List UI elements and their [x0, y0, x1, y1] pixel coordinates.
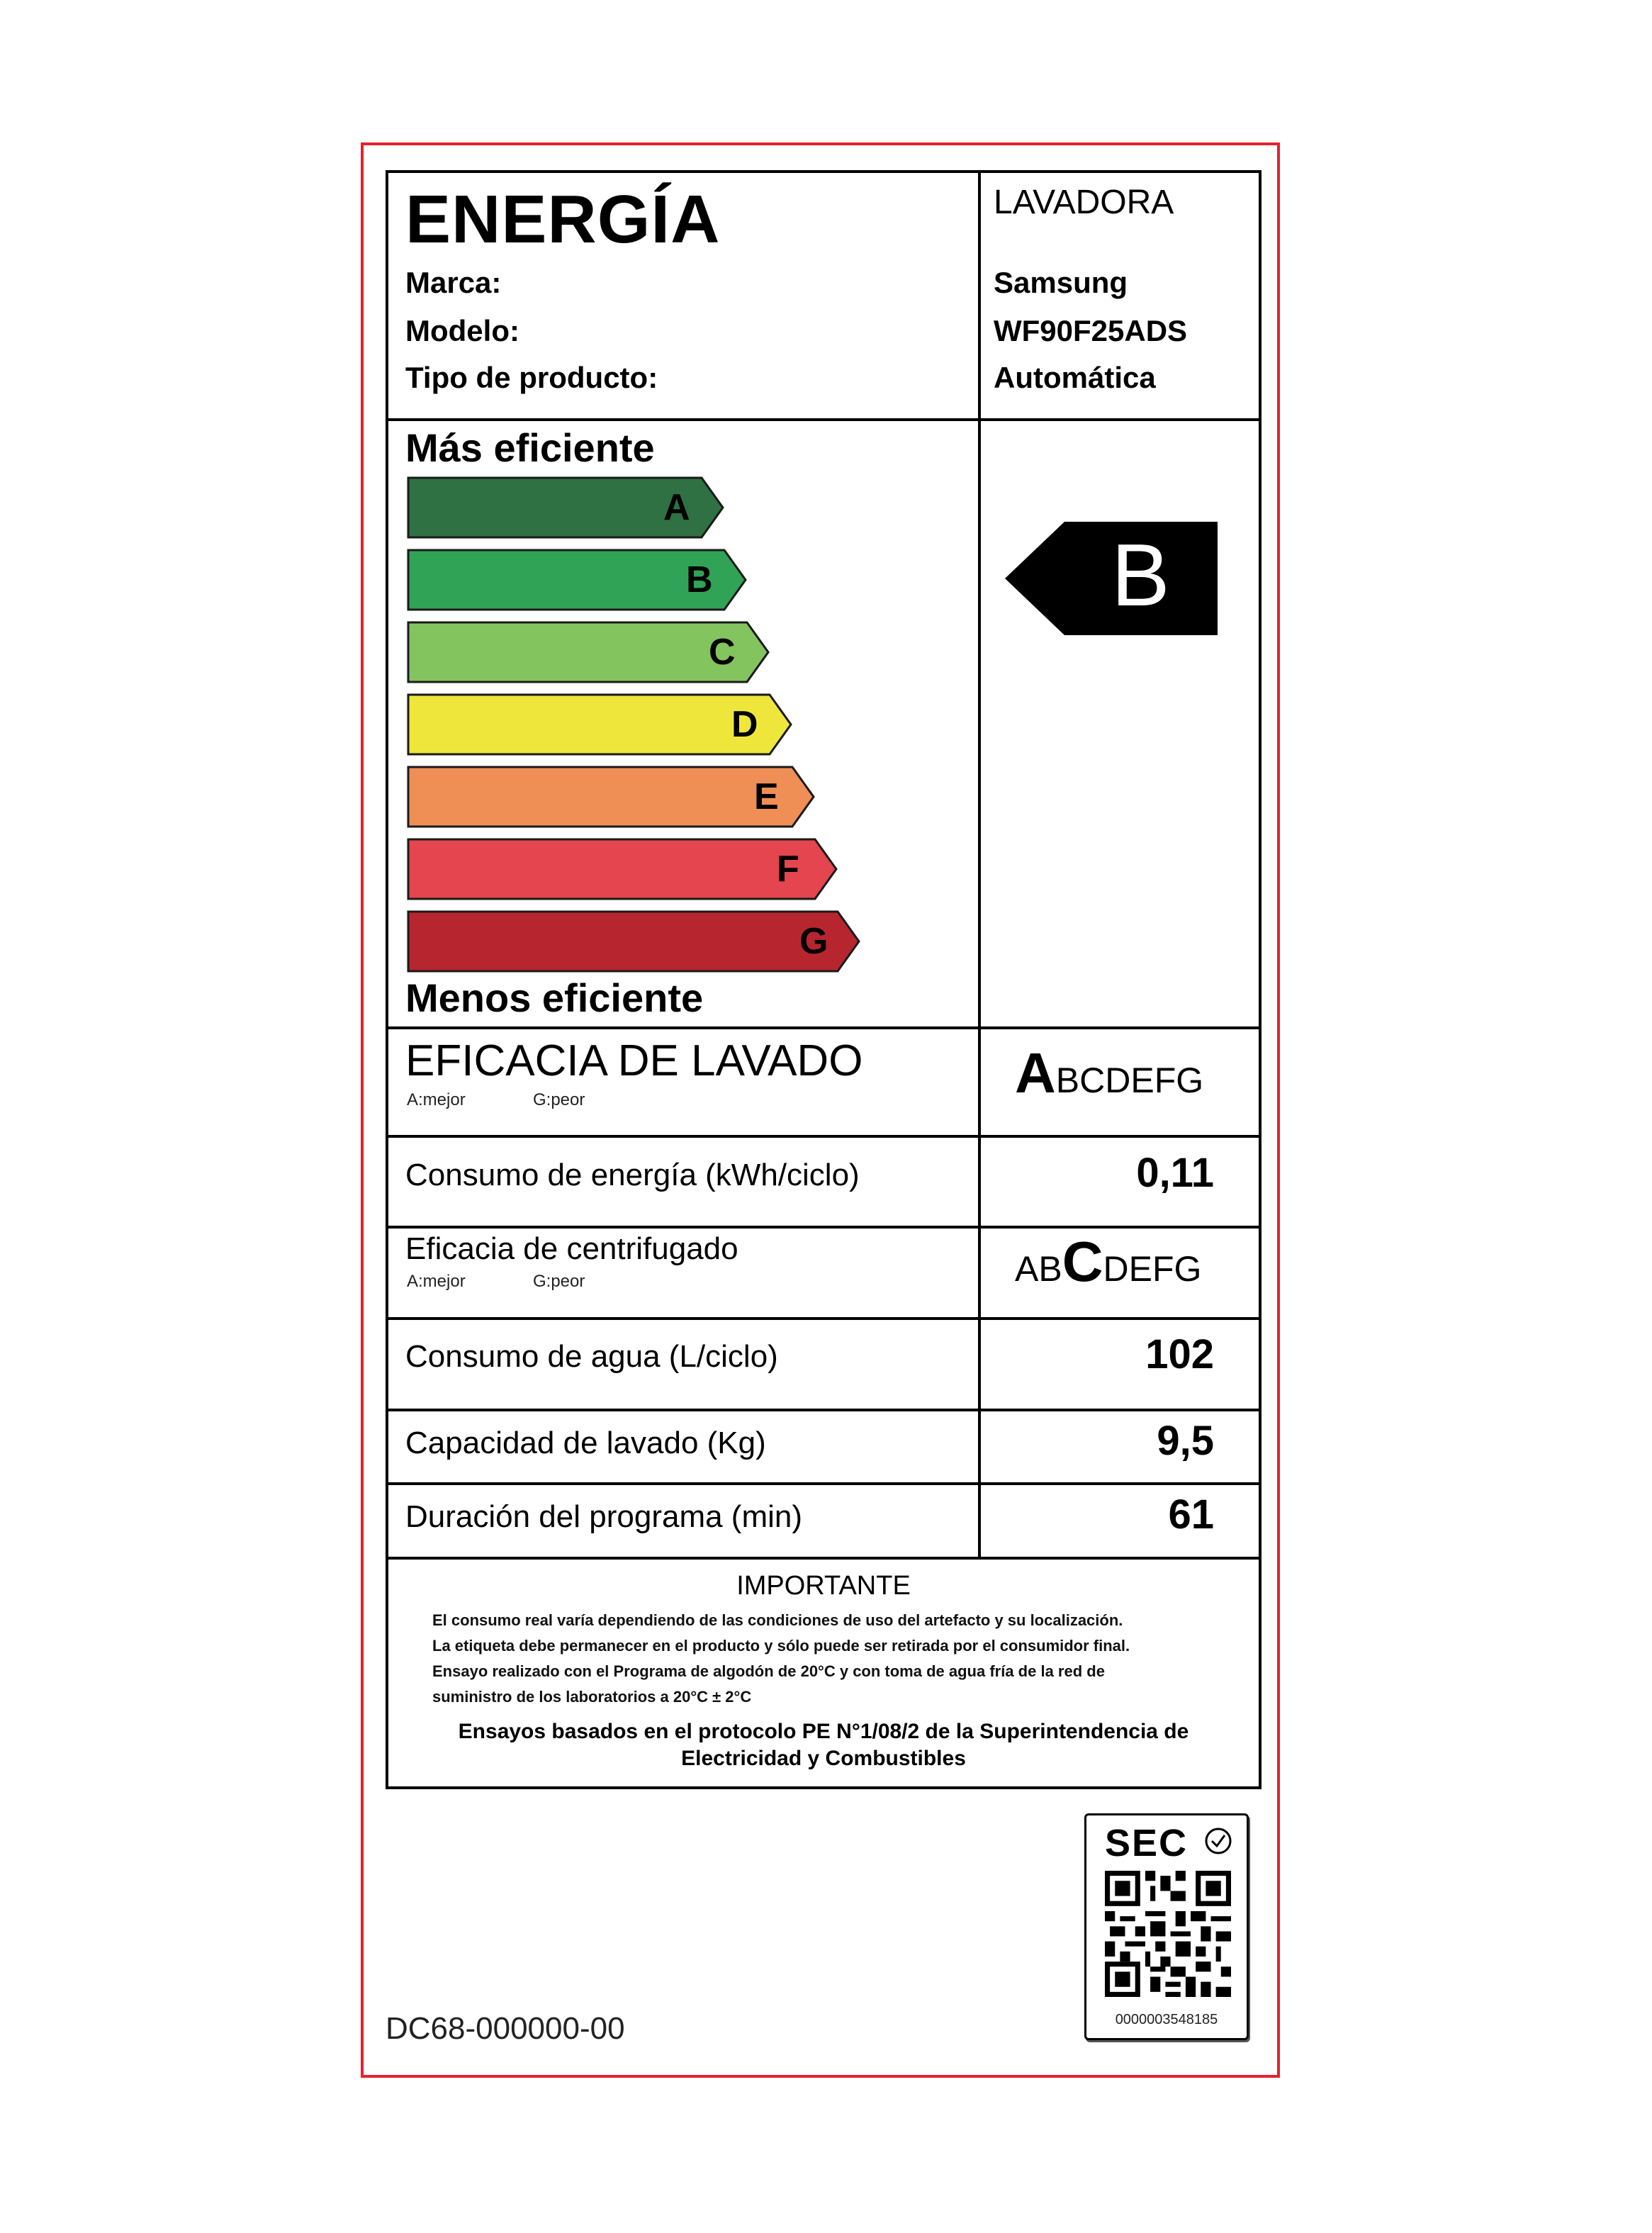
spin-efficacy-classes-after: DEFG: [1103, 1249, 1202, 1289]
row-divider: [386, 1026, 1262, 1029]
field-value-product-type: Automática: [994, 361, 1156, 394]
row-divider: [386, 1226, 1262, 1229]
wash-best-hint: A:mejor: [407, 1090, 466, 1109]
row-divider: [386, 1409, 1262, 1411]
wash-efficacy-selected-class: A: [1015, 1041, 1056, 1104]
class-letter: E: [754, 776, 779, 817]
row-divider: [386, 1317, 1262, 1320]
importante-title: IMPORTANTE: [736, 1571, 911, 1601]
energy-class-bar-d: [407, 693, 794, 756]
row-divider: [386, 1557, 1262, 1560]
arrow-shape-icon: [407, 838, 839, 900]
sec-qr-badge: [1084, 1813, 1249, 2040]
label-title: ENERGÍA: [405, 181, 721, 257]
qr-code-icon: [1105, 1871, 1231, 1997]
energy-class-bar-a: [407, 476, 726, 539]
importante-line: Ensayo realizado con el Programa de algodón de 20°C y con toma de agua fría de la red de: [432, 1662, 1105, 1680]
energy-class-bar-b: [407, 549, 748, 611]
duration-value: 61: [1168, 1492, 1214, 1538]
capacity-value: 9,5: [1157, 1418, 1214, 1464]
field-value-brand: Samsung: [994, 266, 1128, 299]
energy-class-bar-c: [407, 621, 771, 683]
field-label-brand: Marca:: [405, 266, 502, 299]
class-letter: B: [686, 559, 713, 600]
class-letter: G: [799, 921, 828, 962]
field-label-product-type: Tipo de producto:: [405, 361, 658, 394]
class-letter: C: [709, 632, 736, 673]
spin-efficacy-classes-before: AB: [1015, 1249, 1062, 1289]
check-seal-icon: [1203, 1825, 1234, 1857]
row-divider: [386, 418, 1262, 421]
spin-best-hint: A:mejor: [407, 1272, 466, 1291]
importante-line: El consumo real varía dependiendo de las condiciones de uso del artefacto y su localización.: [432, 1611, 1123, 1629]
part-number: DC68-000000-00: [386, 2011, 625, 2046]
wash-worst-hint: G:peor: [533, 1090, 585, 1109]
energy-class-bar-g: [407, 910, 862, 973]
field-value-model: WF90F25ADS: [994, 314, 1188, 347]
protocol-statement: [397, 1718, 1250, 1772]
scale-bottom-label: Menos eficiente: [405, 975, 704, 1020]
class-letter: A: [663, 487, 690, 528]
row-divider: [386, 1482, 1262, 1485]
column-divider: [978, 170, 981, 1558]
energy-rating-indicator: [1005, 522, 1218, 635]
spin-efficacy-selected-class: C: [1062, 1230, 1103, 1293]
wash-efficacy-scale: [1015, 1041, 1204, 1104]
field-label-model: Modelo:: [405, 314, 519, 347]
rating-letter: B: [1111, 527, 1170, 625]
spin-worst-hint: G:peor: [533, 1272, 585, 1291]
class-letter: F: [777, 849, 799, 890]
appliance-type: LAVADORA: [994, 184, 1174, 221]
energy-class-bar-e: [407, 766, 816, 828]
importante-line: La etiqueta debe permanecer en el producto y sólo puede ser retirada por el consumidor final.: [432, 1637, 1130, 1655]
class-letter: D: [731, 704, 758, 745]
energy-consumption-label: Consumo de energía (kWh/ciclo): [405, 1158, 860, 1192]
wash-efficacy-other-classes: BCDEFG: [1055, 1060, 1204, 1100]
energy-class-bar-f: [407, 838, 839, 900]
scale-top-label: Más eficiente: [405, 425, 655, 470]
capacity-label: Capacidad de lavado (Kg): [405, 1426, 766, 1460]
importante-notes: [432, 1608, 1212, 1710]
water-consumption-label: Consumo de agua (L/ciclo): [405, 1339, 778, 1374]
wash-efficacy-label: EFICACIA DE LAVADO: [405, 1036, 863, 1085]
arrow-shape-icon: [407, 910, 862, 973]
spin-efficacy-label: Eficacia de centrifugado: [405, 1231, 738, 1266]
qr-code-number: 0000003548185: [1115, 2012, 1218, 2027]
sec-logo: SEC: [1105, 1822, 1189, 1864]
energy-consumption-value: 0,11: [1136, 1150, 1214, 1196]
protocol-line: Ensayos basados en el protocolo PE N°1/08/2 de la Superintendencia de: [458, 1720, 1189, 1743]
row-divider: [386, 1135, 1262, 1138]
protocol-line: Electricidad y Combustibles: [681, 1747, 966, 1770]
water-consumption-value: 102: [1145, 1331, 1214, 1377]
duration-label: Duración del programa (min): [405, 1499, 802, 1534]
importante-line: suministro de los laboratorios a 20°C ± 2°C: [432, 1688, 752, 1706]
spin-efficacy-scale: [1015, 1230, 1202, 1293]
